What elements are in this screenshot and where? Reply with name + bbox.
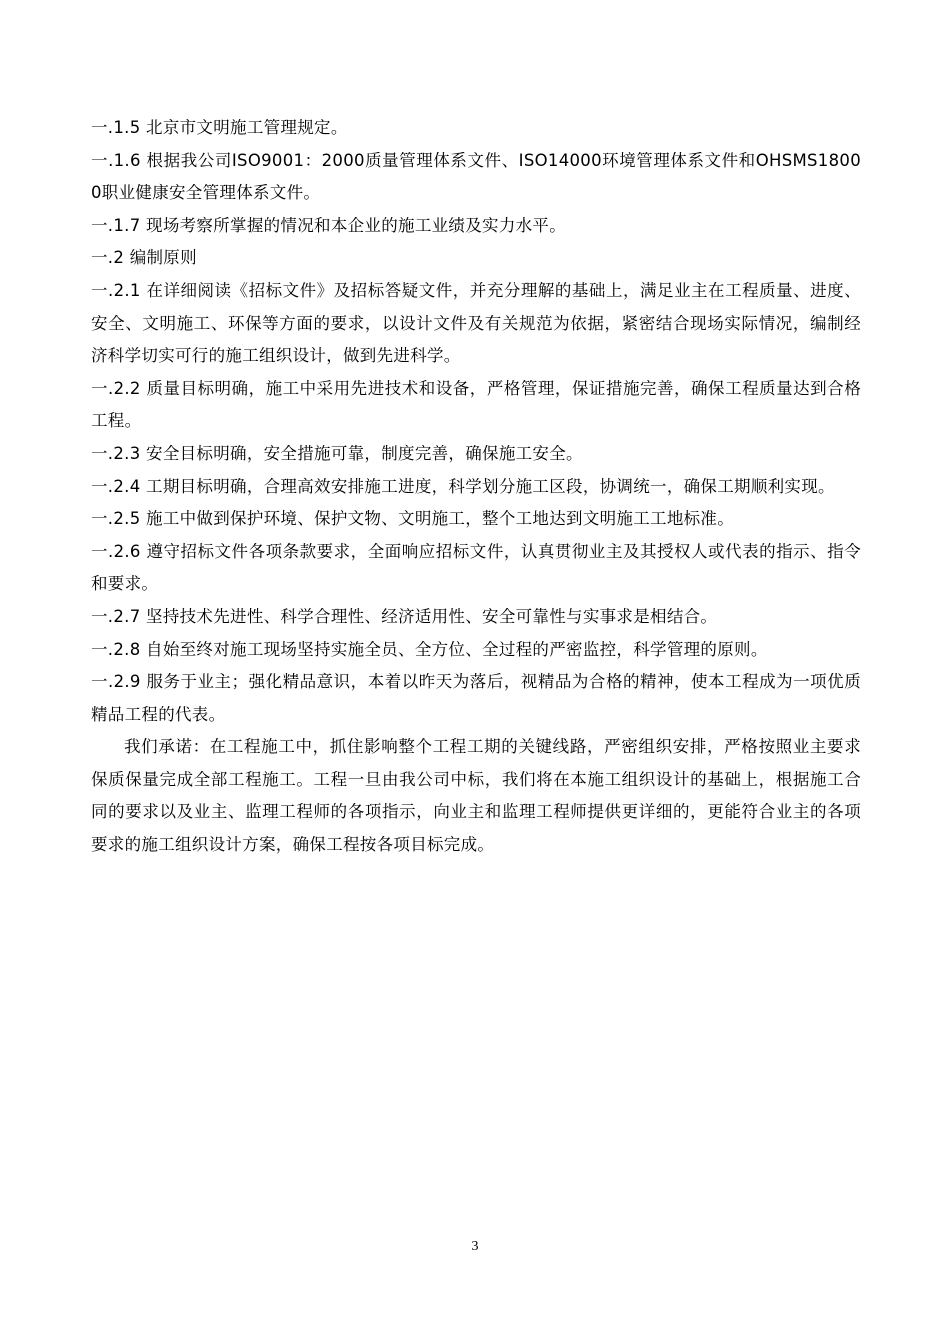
paragraph-1-1-7: 一.1.7 现场考察所掌握的情况和本企业的施工业绩及实力水平。: [91, 215, 567, 235]
paragraph-1-2-7: 一.2.7 坚持技术先进性、科学合理性、经济适用性、安全可靠性与实事求是相结合。: [91, 606, 718, 626]
paragraph-1-2-1: 一.2.1 在详细阅读《招标文件》及招标答疑文件，并充分理解的基础上，满足业主在工程质量、进度、安全、文明施工、环保等方面的要求，以设计文件及有关规范为依据，紧密结合现场实际情况，编制经济科学切实可行的施工组织设计，做到先进科学。: [91, 280, 861, 366]
paragraph-1-2-2: 一.2.2 质量目标明确，施工中采用先进技术和设备，严格管理，保证措施完善，确保工程质量达到合格工程。: [91, 378, 861, 431]
commitment-paragraph: 我们承诺：在工程施工中，抓住影响整个工程工期的关键线路，严密组织安排，严格按照业主要求保质保量完成全部工程施工。工程一旦由我公司中标，我们将在本施工组织设计的基础上，根据施工合同的要求以及业主、监理工程师的各项指示，向业主和监理工程师提供更详细的，更能符合业主的各项要求的施工组织设计方案，确保工程按各项目标完成。: [91, 737, 861, 855]
paragraph-1-2-6: 一.2.6 遵守招标文件各项条款要求，全面响应招标文件，认真贯彻业主及其授权人或代表的指示、指令和要求。: [91, 541, 861, 594]
paragraph-1-2-4: 一.2.4 工期目标明确，合理高效安排施工进度，科学划分施工区段，协调统一，确保工期顺利实现。: [91, 476, 835, 496]
paragraph-1-2-8: 一.2.8 自始至终对施工现场坚持实施全员、全方位、全过程的严密监控，科学管理的原则。: [91, 639, 768, 659]
page-number: 3: [471, 1239, 479, 1254]
document-body: [91, 112, 861, 862]
paragraph-1-1-6: 一.1.6 根据我公司ISO9001：2000质量管理体系文件、ISO14000环境管理体系文件和OHSMS18000职业健康安全管理体系文件。: [91, 150, 861, 203]
paragraph-1-2-3: 一.2.3 安全目标明确，安全措施可靠，制度完善，确保施工安全。: [91, 443, 583, 463]
section-heading-1-2: 一.2 编制原则: [91, 248, 197, 268]
paragraph-1-1-5: 一.1.5 北京市文明施工管理规定。: [91, 118, 348, 137]
paragraph-1-2-9: 一.2.9 服务于业主；强化精品意识，本着以昨天为落后，视精品为合格的精神，使本工程成为一项优质精品工程的代表。: [91, 672, 861, 724]
paragraph-1-2-5: 一.2.5 施工中做到保护环境、保护文物、文明施工，整个工地达到文明施工工地标准。: [91, 509, 735, 529]
